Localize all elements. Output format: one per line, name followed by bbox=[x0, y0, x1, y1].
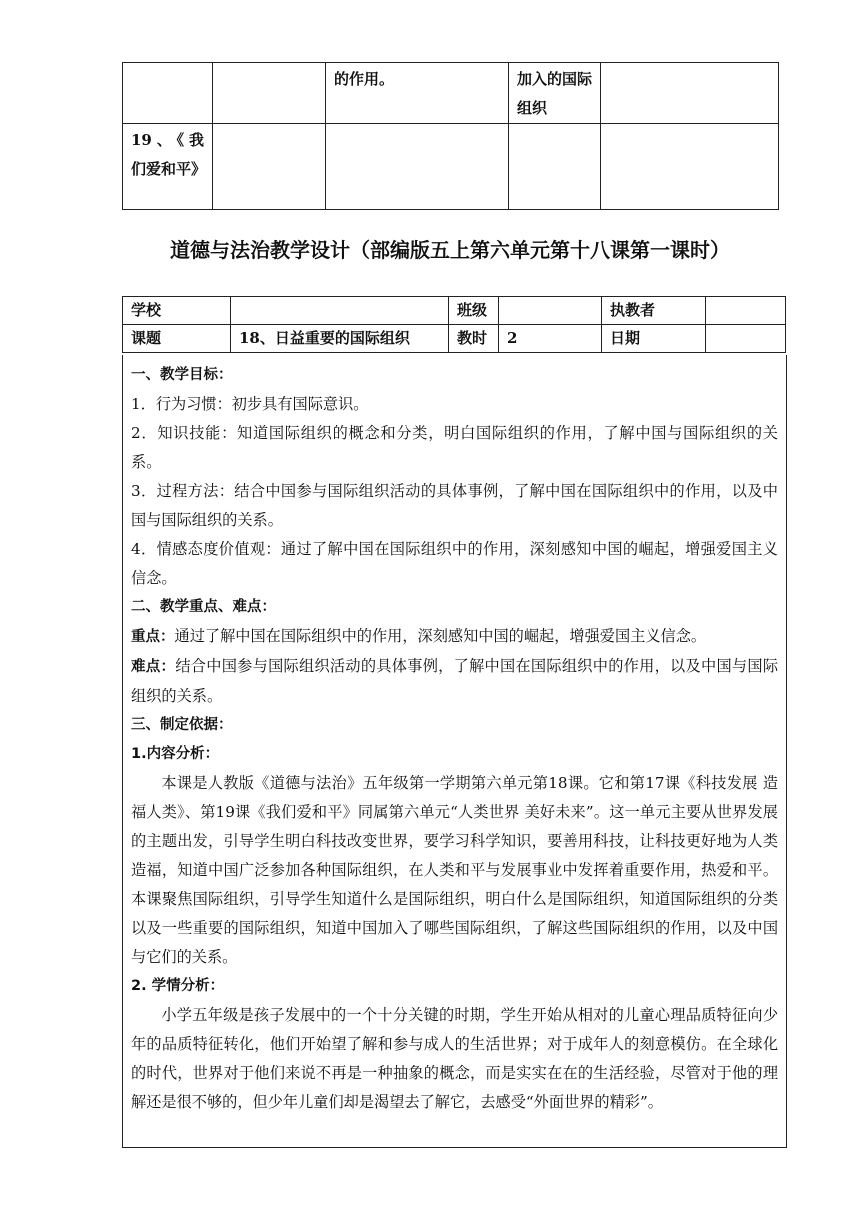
key-label: 重点： bbox=[131, 629, 175, 645]
table-cell bbox=[601, 63, 779, 124]
table-cell bbox=[123, 63, 213, 124]
table-cell: 加入的国际组织 bbox=[509, 63, 601, 124]
lesson-info-table bbox=[122, 296, 786, 353]
school-label: 学校 bbox=[123, 297, 231, 325]
class-label: 班级 bbox=[449, 297, 499, 325]
table-cell bbox=[326, 124, 509, 210]
section-heading: 二、教学重点、难点： bbox=[131, 599, 276, 615]
section-heading: 一、教学目标： bbox=[131, 367, 233, 383]
difficulty-label: 难点： bbox=[131, 659, 176, 675]
difficulty-point bbox=[131, 652, 778, 711]
table-row bbox=[123, 63, 779, 124]
table-cell bbox=[509, 124, 601, 210]
topic-value: 18、日益重要的国际组织 bbox=[231, 325, 449, 353]
school-value bbox=[231, 297, 449, 325]
date-label: 日期 bbox=[602, 325, 706, 353]
difficulty-text: 结合中国参与国际组织活动的具体事例，了解中国在国际组织中的作用，以及中国与国际组织的关系。 bbox=[131, 657, 779, 705]
key-point bbox=[131, 622, 778, 652]
goal-item: 1．行为习惯：初步具有国际意识。 bbox=[131, 395, 369, 413]
teacher-value bbox=[706, 297, 786, 325]
topic-label: 课题 bbox=[123, 325, 231, 353]
class-value bbox=[499, 297, 602, 325]
goal-item: 4．情感态度价值观：通过了解中国在国际组织中的作用，深刻感知中国的崛起，增强爱国主义信念。 bbox=[131, 540, 778, 587]
key-text: 通过了解中国在国际组织中的作用，深刻感知中国的崛起，增强爱国主义信念。 bbox=[174, 627, 707, 645]
table-row bbox=[123, 297, 786, 325]
table-cell: 的作用。 bbox=[326, 63, 509, 124]
table-row bbox=[123, 124, 779, 210]
previous-table bbox=[122, 62, 779, 210]
hours-value: 2 bbox=[499, 325, 602, 353]
hours-label: 教时 bbox=[449, 325, 499, 353]
table-cell bbox=[213, 63, 326, 124]
lesson-content bbox=[122, 355, 787, 1148]
learner-analysis-paragraph: 小学五年级是孩子发展中的一个十分关键的时期，学生开始从相对的儿童心理品质特征向少年的品质特征转化，他们开始望了解和参与成人的生活世界；对于成年人的刻意模仿。在全球化的时代，世界对于他们来说不再是一种抽象的概念，而是实实在在的生活经验，尽管对于他的理解还是很不够的，但少年儿童们却是渴望去了解它，去感受“外面世界的精彩”。 bbox=[131, 1006, 778, 1111]
subsection-heading: 2. 学情分析： bbox=[131, 978, 225, 994]
document-title: 道德与法治教学设计（部编版五上第六单元第十八课第一课时） bbox=[170, 238, 730, 262]
lesson-19-cell: 19、《我们爱和平》 bbox=[123, 124, 213, 210]
subsection-heading: 1.内容分析： bbox=[131, 746, 220, 762]
teacher-label: 执教者 bbox=[602, 297, 706, 325]
content-analysis-paragraph: 本课是人教版《道德与法治》五年级第一学期第六单元第18课。它和第17课《科技发展 造福人类》、第19课《我们爱和平》同属第六单元“人类世界 美好未来”。这一单元主要从世界发展的主题出发，引导学生明白科技改变世界，要学习科学知识，要善用科技，让科技更好地为人类造福，知道中国广泛参加各种国际组织，在人类和平与发展事业中发挥着重要作用，热爱和平。本课聚焦国际组织，引导学生知道什么是国际组织，明白什么是国际组织，知道国际组织的分类以及一些重要的国际组织，知道中国加入了哪些国际组织，了解这些国际组织的作用，以及中国与它们的关系。 bbox=[131, 774, 778, 966]
table-cell bbox=[601, 124, 779, 210]
goal-item: 3．过程方法：结合中国参与国际组织活动的具体事例，了解中国在国际组织中的作用，以及中国与国际组织的关系。 bbox=[131, 482, 778, 529]
section-heading: 三、制定依据： bbox=[131, 717, 233, 733]
date-value bbox=[706, 325, 786, 353]
table-row bbox=[123, 325, 786, 353]
goal-item: 2．知识技能：知道国际组织的概念和分类，明白国际组织的作用，了解中国与国际组织的关系。 bbox=[131, 424, 778, 471]
table-cell bbox=[213, 124, 326, 210]
